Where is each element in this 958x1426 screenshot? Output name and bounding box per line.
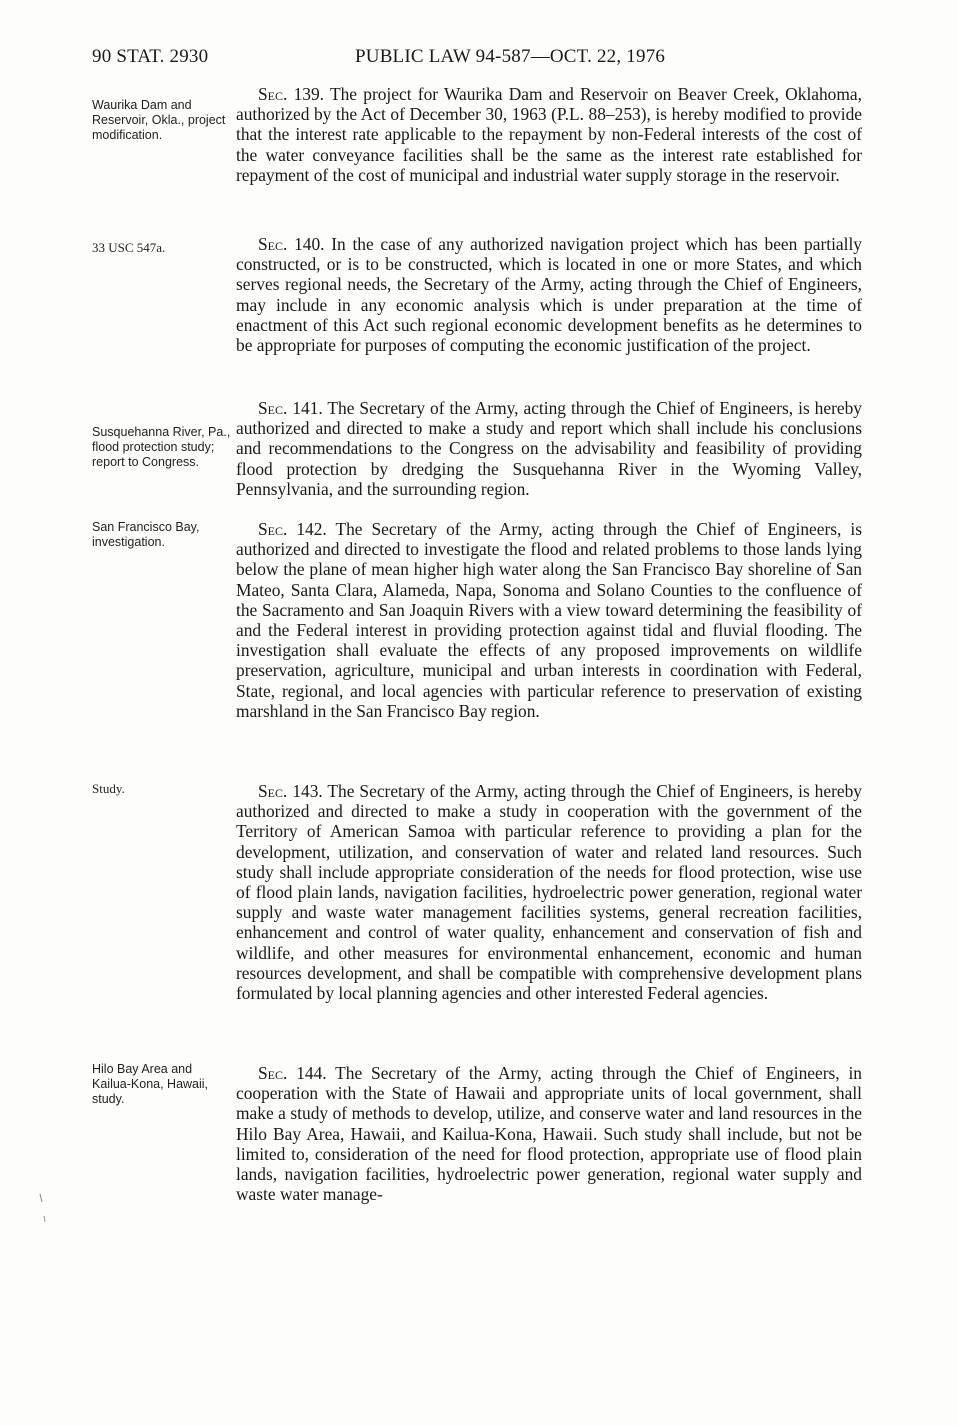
margin-note-san-francisco: San Francisco Bay, investigation.: [92, 520, 200, 549]
section-141: [236, 398, 862, 499]
public-law-title: PUBLIC LAW 94-587—OCT. 22, 1976: [355, 46, 666, 67]
section-144: [236, 1063, 862, 1204]
margin-note-study: Study.: [92, 781, 125, 796]
section-text: In the case of any authorized navigation project which has been partially constructed, or is to be constructed, which is located in one or more States, and which serves regional needs, the Secretary of the Army, acting through the Chief of Engineers, may include in any economic analysis which is under preparation at the time of enactment of this Act such regional economic development benefits as he determines to be appropriate for purposes of computing the economic justification of the project.: [236, 234, 862, 356]
scan-specks: [36, 1190, 56, 1230]
section-143: [236, 781, 862, 1003]
section-label: Sec. 141.: [258, 398, 323, 418]
statute-page-number: 90 STAT. 2930: [92, 46, 209, 67]
margin-note-hilo: Hilo Bay Area and Kailua-Kona, Hawaii, study.: [92, 1062, 209, 1106]
section-140: [236, 234, 862, 355]
section-label: Sec. 144.: [258, 1063, 327, 1083]
section-text: The Secretary of the Army, acting through the Chief of Engineers, in cooperation with the State of Hawaii and appropriate units of local government, shall make a study of methods to develop, utilize, and conserve water and land resources in the Hilo Bay Area, Hawaii, and Kailua-Kona, Hawaii. Such study shall include, but not be limited to, consideration of the need for flood protection, appropriate use of flood plain lands, navigation facilities, hydroelectric power generation, regional water supply and waste water manage-: [236, 1063, 862, 1205]
section-text: The Secretary of the Army, acting through the Chief of Engineers, is authorized and directed to investigate the flood and related problems to those lands lying below the plane of mean higher high water along the San Francisco Bay shoreline of San Mateo, Santa Clara, Alameda, Napa, Sonoma and Solano Counties to the confluence of the Sacramento and San Joaquin Rivers with a view toward determining the feasibility of and the Federal interest in providing protection against tidal and fluvial flooding. The investigation shall evaluate the effects of any proposed improvements on wildlife preservation, agriculture, municipal and urban interests in coordination with Federal, State, regional, and local agencies with particular reference to preservation of existing marshland in the San Francisco Bay region.: [236, 519, 862, 721]
margin-note-susquehanna: Susquehanna River, Pa., flood protection study; report to Congress.: [92, 425, 231, 469]
section-label: Sec. 139.: [258, 84, 325, 104]
section-text: The project for Waurika Dam and Reservoir on Beaver Creek, Oklahoma, authorized by the Act of December 30, 1963 (P.L. 88–253), is hereby modified to provide that the interest rate applicable to the repayment by non-Federal interests of the cost of the water conveyance facilities shall be the same as the interest rate established for repayment of the cost of municipal and industrial water supply storage in the reservoir.: [236, 84, 862, 185]
margin-note-usc: 33 USC 547a.: [92, 240, 166, 255]
section-text: The Secretary of the Army, acting through the Chief of Engineers, is hereby authorized and directed to make a study in cooperation with the government of the Territory of American Samoa with particular reference to providing a plan for the development, utilization, and conservation of water and related land resources. Such study shall include appropriate consideration of the needs for flood protection, wise use of flood plain lands, navigation facilities, hydroelectric power generation, regional water supply and waste water management facilities systems, general recreation facilities, enhancement and control of water quality, enhancement and conservation of fish and wildlife, and other measures for environmental enhancement, economic and human resources development, and shall be compatible with comprehensive development plans formulated by local planning agencies and other interested Federal agencies.: [236, 781, 863, 1004]
section-139: [236, 84, 862, 185]
margin-note-waurika: Waurika Dam and Reservoir, Okla., project modification.: [92, 98, 226, 142]
section-142: [236, 519, 862, 721]
section-label: Sec. 143.: [258, 781, 323, 801]
section-label: Sec. 140.: [258, 234, 325, 254]
page-header: [92, 46, 882, 76]
section-label: Sec. 142.: [258, 519, 327, 539]
section-text: The Secretary of the Army, acting through the Chief of Engineers, is hereby authorized and directed to make a study and report which shall include his conclusions and recommendations to the Congress on the advisability and feasibility of providing flood protection by dredging the Susquehanna River in the Wyoming Valley, Pennsylvania, and the surrounding region.: [236, 398, 863, 499]
